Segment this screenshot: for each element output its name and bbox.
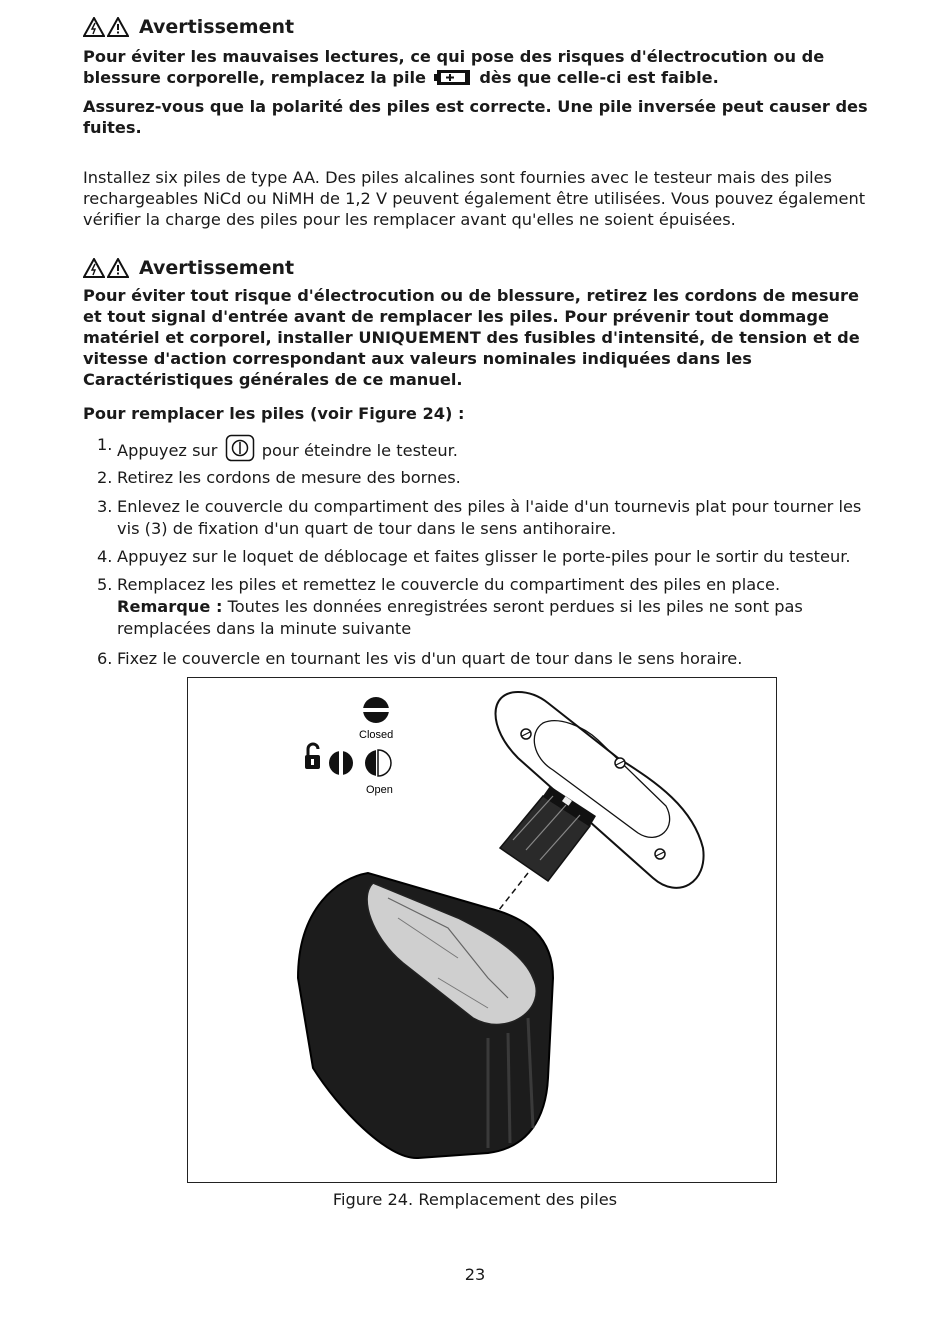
step-item: 2. Retirez les cordons de mesure des bornes. (97, 468, 461, 487)
caution-icon (107, 17, 129, 37)
battery-replacement-illustration (188, 678, 775, 1181)
screw-half-icon (329, 750, 353, 776)
procedure-heading: Pour remplacer les piles (voir Figure 24) : (83, 404, 465, 423)
warning-title-1: Avertissement (139, 16, 295, 38)
procedure-steps (83, 434, 883, 670)
note-label: Remarque : (117, 597, 223, 616)
figure-caption: Figure 24. Remplacement des piles (332, 1190, 618, 1209)
power-button-icon (225, 434, 255, 462)
step-item: 4. Appuyez sur le loquet de déblocage et faites glisser le porte-piles pour le sortir du testeur. (97, 547, 851, 566)
page-number: 23 (464, 1265, 486, 1284)
label-closed: Closed (359, 729, 394, 741)
warning-title-2: Avertissement (139, 257, 295, 279)
warning-icons (83, 17, 129, 37)
unlock-icon (305, 744, 320, 769)
warning-heading-1 (83, 16, 883, 38)
warning-heading-2 (83, 257, 883, 279)
warning-icons (83, 258, 129, 278)
shock-hazard-icon (83, 17, 105, 37)
polarity-warning: Assurez-vous que la polarité des piles est correcte. Une pile inversée peut causer des fuites. (83, 97, 868, 137)
warning-text-1: Pour éviter les mauvaises lectures, ce qui pose des risques d'électrocution ou de blessure corporelle, remplacez la pile dès que celle-ci est faible. (83, 47, 825, 87)
screw-closed-icon (363, 697, 389, 723)
step-item: 1. Appuyez sur pour éteindre le testeur. (97, 435, 458, 460)
screw-open-icon (365, 749, 391, 777)
step-item: 6. Fixez le couvercle en tournant les vis d'un quart de tour dans le sens horaire. (97, 649, 743, 668)
caution-icon (107, 258, 129, 278)
intro-paragraph: Installez six piles de type AA. Des piles alcalines sont fournies avec le testeur mais des piles rechargeables NiCd ou NiMH de 1,2 V peuvent également être utilisées. Vous pouvez également vérifier la charge des piles pour les remplacer avant qu'elles ne soient épuisées. (83, 168, 866, 229)
step-item: 3. Enlevez le couvercle du compartiment des piles à l'aide d'un tournevis plat pour tourner les vis (3) de fixation d'un quart de tour dans le sens antihoraire. (97, 497, 862, 538)
page-content (83, 16, 883, 670)
step-item: 5. Remplacez les piles et remettez le couvercle du compartiment des piles en place. Remarque : Toutes les données enregistrées seront perdues si les piles ne sont pas remplacées dans la minute suivante (97, 575, 803, 638)
warning-text-2: Pour éviter tout risque d'électrocution ou de blessure, retirez les cordons de mesure et tout signal d'entrée avant de remplacer les piles. Pour prévenir tout dommage matériel et corporel, installer UNIQUEMENT des fusibles d'intensité, de tension et de vitesse d'action correspondant aux valeurs nominales indiquées dans les Caractéristiques générales de ce manuel. (83, 286, 860, 389)
label-open: Open (366, 784, 393, 796)
battery-replacement-figure (187, 677, 777, 1183)
note-text: Toutes les données enregistrées seront perdues si les piles ne sont pas remplacées dans la minute suivante (117, 597, 803, 638)
battery-low-icon (434, 68, 472, 86)
tester-body (298, 873, 553, 1158)
shock-hazard-icon (83, 258, 105, 278)
